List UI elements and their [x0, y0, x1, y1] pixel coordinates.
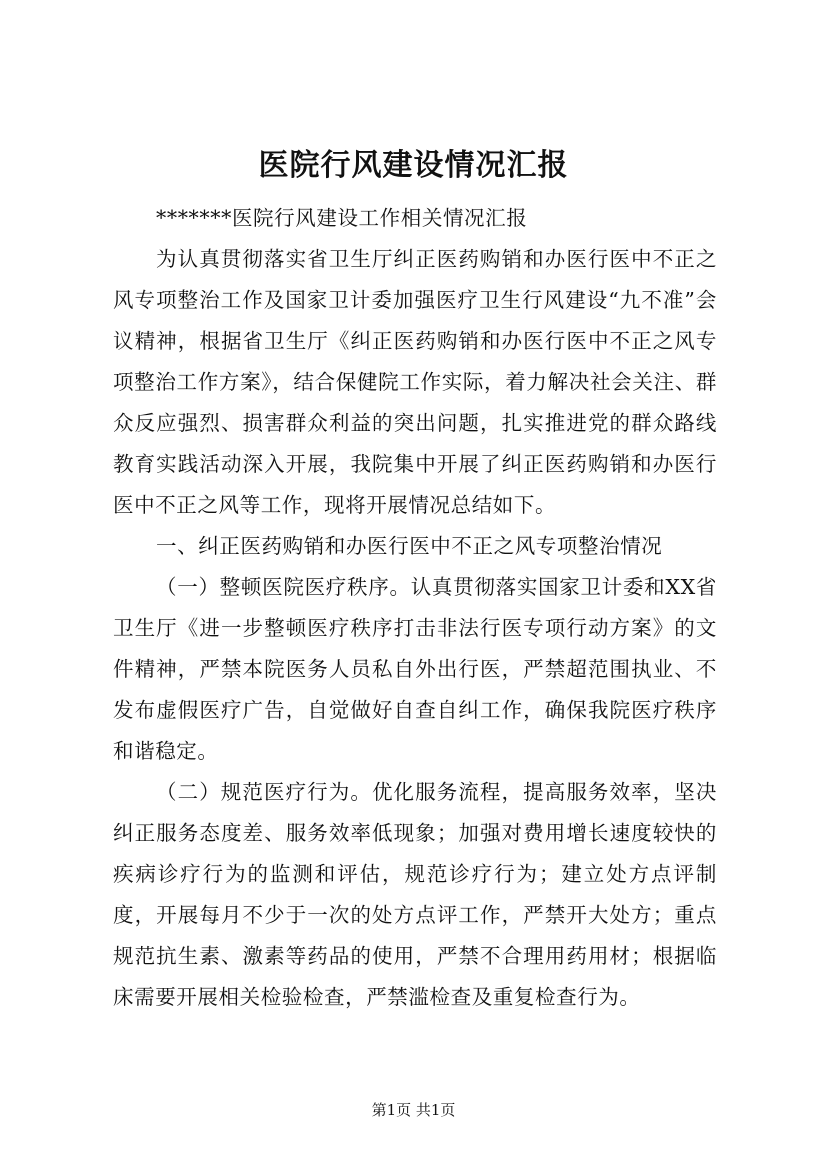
paragraph-medical-behavior: （二）规范医疗行为。优化服务流程，提高服务效率，坚决纠正服务态度差、服务效率低现象；加强对费用增长速度较快的疾病诊疗行为的监测和评估，规范诊疗行为；建立处方点评制度，开展每月不少于一次的处方点评工作，严禁开大处方；重点规范抗生素、激素等药品的使用，严禁不合理用药用材；根据临床需要开展相关检验检查，严禁滥检查及重复检查行为。 — [113, 780, 717, 1009]
document-title: 医院行风建设情况汇报 — [258, 148, 569, 183]
document-subtitle: *******医院行风建设工作相关情况汇报 — [156, 206, 528, 230]
paragraph-medical-order: （一）整顿医院医疗秩序。认真贯彻落实国家卫计委和XX省卫生厅《进一步整顿医疗秩序打击非法行医专项行动方案》的文件精神，严禁本院医务人员私自外出行医，严禁超范围执业、不发布虚假医疗广告，自觉做好自查自纠工作，确保我院医疗秩序和谐稳定。 — [113, 575, 717, 763]
section-heading-1: 一、纠正医药购销和办医行医中不正之风专项整治情况 — [156, 534, 663, 558]
paragraph-intro: 为认真贯彻落实省卫生厅纠正医药购销和办医行医中不正之风专项整治工作及国家卫计委加强医疗卫生行风建设“九不准”会议精神，根据省卫生厅《纠正医药购销和办医行医中不正之风专项整治工作方案》，结合保健院工作实际，着力解决社会关注、群众反应强烈、损害群众利益的突出问题，扎实推进党的群众路线教育实践活动深入开展，我院集中开展了纠正医药购销和办医行医中不正之风等工作，现将开展情况总结如下。 — [113, 247, 717, 517]
page-footer: 第1页 共1页 — [371, 1101, 456, 1119]
document-body — [113, 198, 717, 1018]
